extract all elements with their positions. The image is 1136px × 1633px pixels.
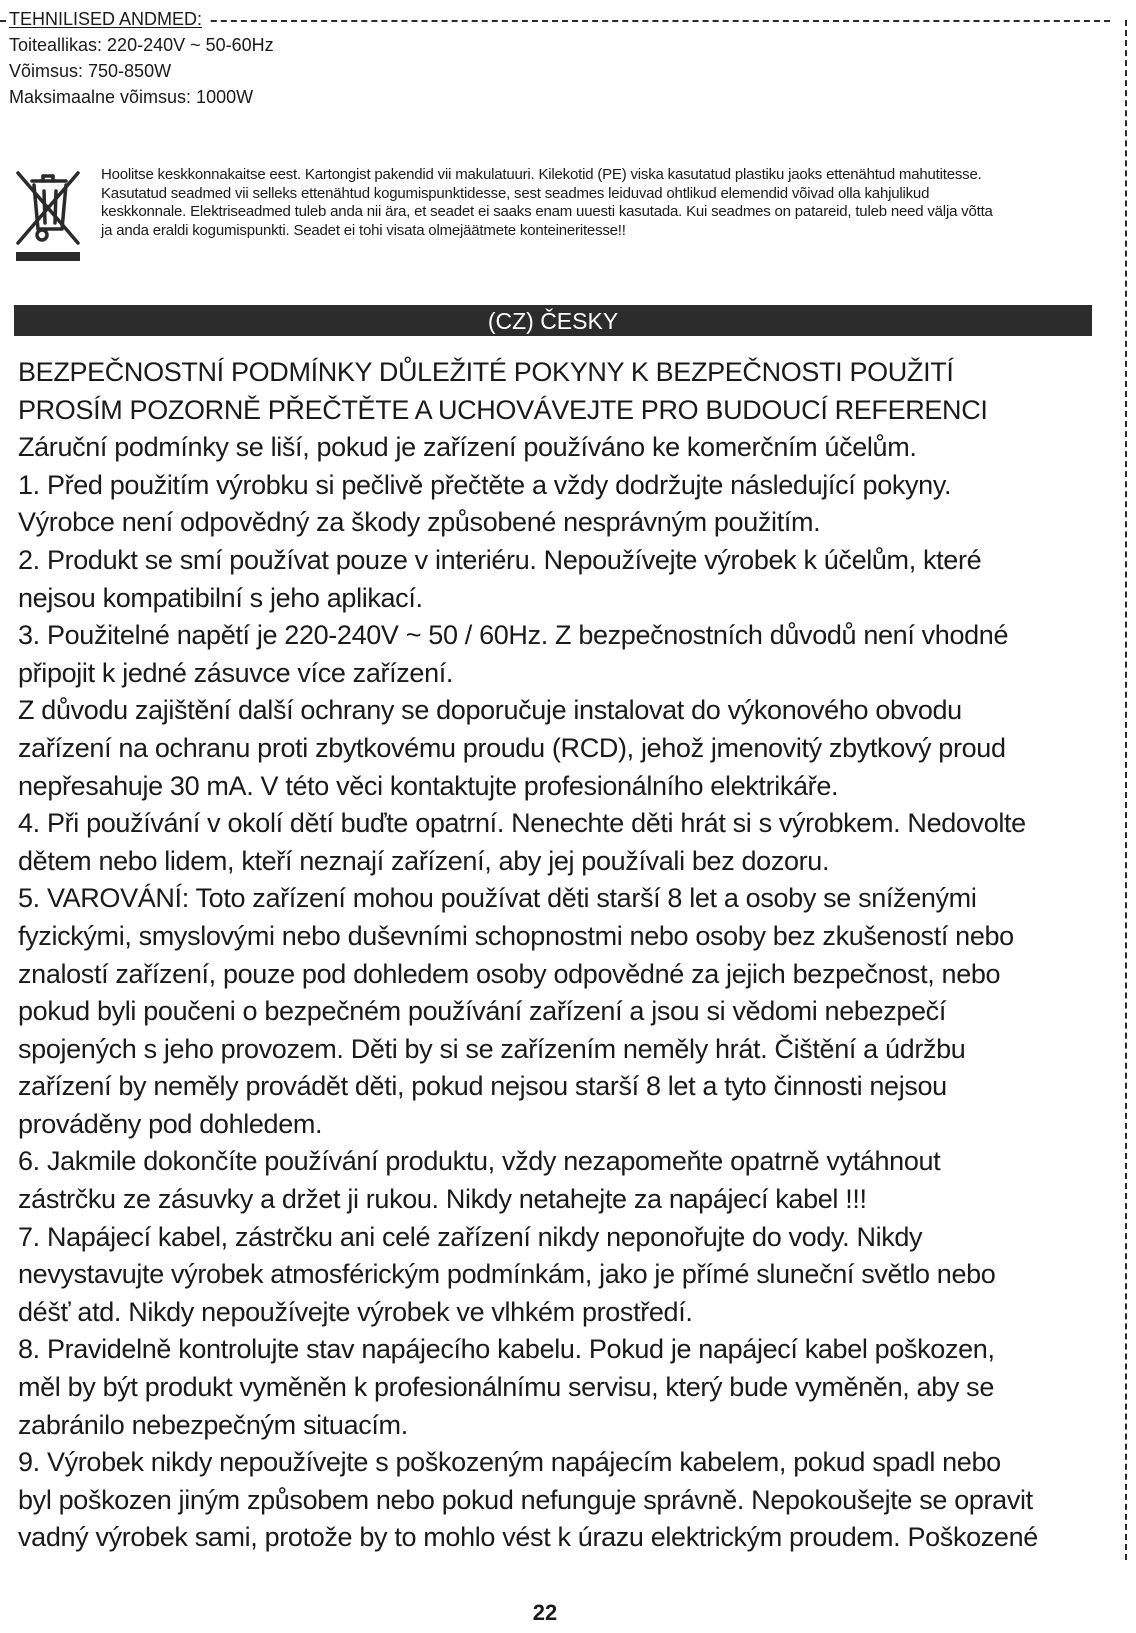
text-line: 7. Napájecí kabel, zástrčku ani celé zařízení nikdy neponořujte do vody. Nikdy — [18, 1221, 923, 1252]
text-line: 5. VAROVÁNÍ: Toto zařízení mohou používat děti starší 8 let a osoby se sníženými — [18, 883, 977, 914]
text-line: fyzickými, smyslovými nebo duševními schopnostmi nebo osoby bez zkušeností nebo — [18, 920, 1014, 951]
safety-instructions-text — [18, 354, 1098, 1557]
text-line: déšť atd. Nikdy nepoužívejte výrobek ve vlhkém prostředí. — [18, 1296, 693, 1327]
text-line: zabránilo nebezpečným situacím. — [18, 1409, 408, 1440]
text-line: 6. Jakmile dokončíte používání produktu, vždy nezapomeňte opatrně vytáhnout — [18, 1146, 941, 1177]
spec-power-supply: Toiteallikas: 220-240V ~ 50-60Hz — [9, 35, 274, 55]
spec-max-power: Maksimaalne võimsus: 1000W — [9, 87, 254, 107]
text-line: zařízení by neměly provádět děti, pokud nejsou starší 8 let a tyto činnosti nejsou — [18, 1071, 947, 1102]
text-line: nevystavujte výrobek atmosférickým podmínkám, jako je přímé sluneční světlo nebo — [18, 1259, 996, 1290]
safety-heading-line: PROSÍM POZORNĚ PŘEČTĚTE A UCHOVÁVEJTE PRO BUDOUCÍ REFERENCI — [18, 394, 988, 425]
env-note-line: Kasutatud seadmed vii selleks ettenähtud kogumispunktidesse, sest seadmes leiduvad ohtlikud elemendid võivad olla kahjulikud — [101, 184, 930, 202]
environment-note — [101, 166, 1091, 240]
text-line: vadný výrobek sami, protože by to mohlo vést k úrazu elektrickým proudem. Poškozené — [18, 1522, 1038, 1553]
env-note-line: Hoolitse keskkonnakaitse eest. Kartongist pakendid vii makulatuuri. Kilekotid (PE) viska kasutatud plastiku jaoks ettenähtud mahutitesse. — [101, 166, 982, 183]
spec-power: Võimsus: 750-850W — [9, 61, 172, 81]
text-line: zařízení na ochranu proti zbytkovému proudu (RCD), jehož jmenovitý zbytkový proud — [18, 732, 1006, 763]
text-line: nepřesahuje 30 mA. V této věci kontaktujte profesionálního elektrikáře. — [18, 770, 839, 801]
page-number: 22 — [532, 1600, 558, 1625]
text-line: 4. Při používání v okolí dětí buďte opatrní. Nenechte děti hrát si s výrobkem. Nedovolte — [18, 808, 1026, 839]
text-line: znalostí zařízení, pouze pod dohledem osoby odpovědné za jejich bezpečnost, nebo — [18, 958, 1001, 989]
text-line: nejsou kompatibilní s jeho aplikací. — [18, 582, 423, 613]
text-line: byl poškozen jiným způsobem nebo pokud nefunguje správně. Nepokoušejte se opravit — [18, 1484, 1033, 1515]
language-section-header: (CZ) ČESKY — [14, 305, 1092, 336]
technical-specs — [9, 6, 274, 110]
env-note-line: ja anda eraldi kogumispunkti. Seadet ei tohi visata olmejäätmete konteineritesse!! — [101, 221, 626, 239]
crossed-out-wheelie-bin-icon — [12, 165, 84, 265]
text-line: spojených s jeho provozem. Děti by si se zařízením neměly hrát. Čištění a údržbu — [18, 1033, 966, 1064]
text-line: Výrobce není odpovědný za škody způsobené nesprávným použitím. — [18, 507, 821, 538]
text-line: Záruční podmínky se liší, pokud je zařízení používáno ke komerčním účelům. — [18, 432, 917, 463]
text-line: 8. Pravidelně kontrolujte stav napájecího kabelu. Pokud je napájecí kabel poškozen, — [18, 1334, 995, 1365]
cut-line-right — [1125, 20, 1127, 1560]
text-line: 1. Před použitím výrobku si pečlivě přečtěte a vždy dodržujte následující pokyny. — [18, 469, 952, 500]
text-line: dětem nebo lidem, kteří neznají zařízení, aby jej používali bez dozoru. — [18, 845, 830, 876]
text-line: prováděny pod dohledem. — [18, 1108, 323, 1139]
text-line: zástrčku ze zásuvky a držet ji rukou. Nikdy netahejte za napájecí kabel !!! — [18, 1184, 867, 1215]
safety-heading-line: BEZPEČNOSTNÍ PODMÍNKY DŮLEŽITÉ POKYNY K BEZPEČNOSTI POUŽITÍ — [18, 357, 954, 387]
text-line: pokud byli poučeni o bezpečném používání zařízení a jsou si vědomi nebezpečí — [18, 996, 946, 1027]
env-note-line: keskkonnale. Elektriseadmed tuleb anda nii ära, et seadet ei saaks enam uuesti kasutada. Kui seadmes on patareid, tuleb need välja võtta — [101, 203, 993, 220]
text-line: 9. Výrobek nikdy nepoužívejte s poškozeným napájecím kabelem, pokud spadl nebo — [18, 1447, 1001, 1478]
text-line: 3. Použitelné napětí je 220-240V ~ 50 / 60Hz. Z bezpečnostních důvodů není vhodné — [18, 620, 1009, 651]
text-line: 2. Produkt se smí používat pouze v interiéru. Nepoužívejte výrobek k účelům, které — [18, 544, 982, 575]
text-line: připojit k jedné zásuvce více zařízení. — [18, 657, 454, 688]
text-line: měl by být produkt vyměněn k profesionálnímu servisu, který bude vyměněn, aby se — [18, 1372, 994, 1403]
text-line: Z důvodu zajištění další ochrany se doporučuje instalovat do výkonového obvodu — [18, 695, 962, 726]
tech-specs-heading: TEHNILISED ANDMED: — [9, 6, 208, 32]
